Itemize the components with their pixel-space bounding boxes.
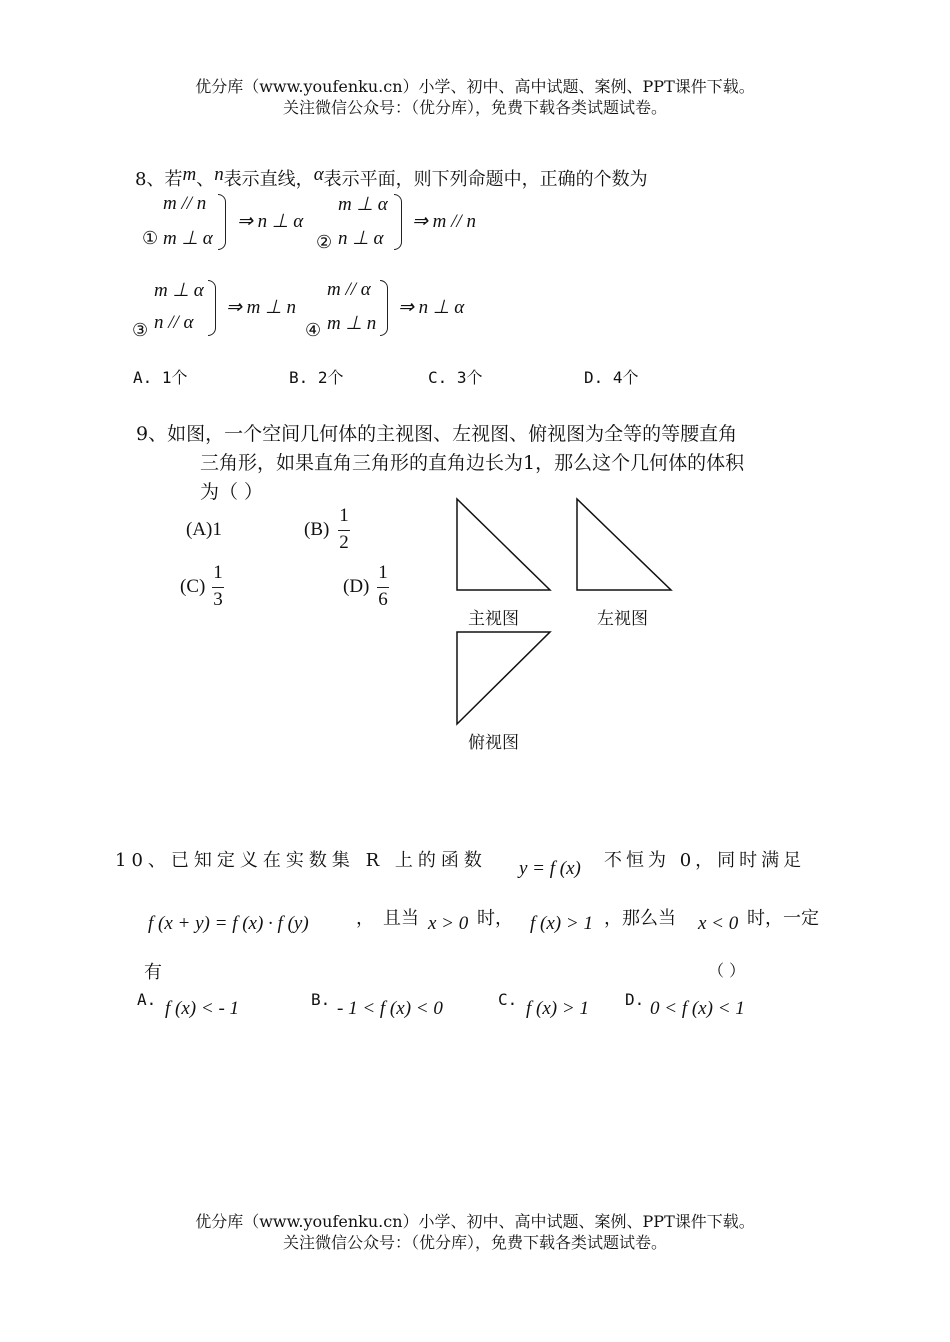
q8-item-1-brace [218,194,226,250]
q8-item-4-premise-bottom: m ⊥ n [327,313,377,334]
q9-option-d-label: (D) [343,576,370,597]
q10-condition-1: x > 0 [428,913,469,934]
q8-stem [135,165,648,191]
q8-item-3-premise-top: m ⊥ α [154,280,204,301]
q8-item-3-brace [208,280,216,336]
q8-item-2-premise-bottom: n ⊥ α [338,228,384,249]
q8-item-2-conclusion: ⇒ m // n [412,211,476,232]
q8-item-4-brace [380,280,388,336]
q8-var-n: n [214,164,224,185]
q9-option-d-numerator: 1 [378,562,388,583]
q10-equation: f (x + y) = f (x) · f (y) [148,913,309,934]
q8-item-1-premise-bottom: m ⊥ α [163,228,213,249]
q9-option-d-fraction-bar [377,587,389,588]
q8-item-3-premise-bottom: n // α [154,312,194,333]
q8-sep: 、 [196,169,215,190]
q8-item-3-conclusion: ⇒ m ⊥ n [226,297,296,318]
side-view-triangle [577,499,671,590]
side-view-caption: 左视图 [597,609,648,629]
front-view-triangle [457,499,550,590]
q8-item-4-conclusion: ⇒ n ⊥ α [398,297,465,318]
q10-text-then: ，那么当 [604,908,676,929]
q9-option-d-denominator: 6 [378,589,388,610]
header-line-1: 优分库（www.youfenku.cn）小学、初中、高中试题、案例、PPT课件下载。 [195,77,755,96]
q10-option-a: f (x) < - 1 [165,998,240,1019]
q8-item-3-number: ③ [132,320,149,341]
q10-option-d: 0 < f (x) < 1 [650,998,745,1019]
footer-line-1: 优分库（www.youfenku.cn）小学、初中、高中试题、案例、PPT课件下载。 [195,1212,755,1231]
q8-var-m: m [182,164,197,185]
q10-option-c: f (x) > 1 [526,998,589,1019]
q10-option-b-label: B. [311,990,331,1009]
front-view-caption: 主视图 [468,609,519,629]
q9-option-c-denominator: 3 [213,589,223,610]
q10-text-when: 且当 [383,908,419,929]
q8-item-4-premise-top: m // α [327,279,371,300]
q8-item-1-number: ① [142,228,159,249]
q9-line-2: 三角形，如果直角三角形的直角边长为1，那么这个几何体的体积 [200,452,745,474]
top-view-triangle [457,632,550,724]
q8-option-a: A. 1个 [133,368,188,387]
q10-result-1: f (x) > 1 [530,913,593,934]
q8-item-2-premise-top: m ⊥ α [338,194,388,215]
q8-text-1: 表示直线， [223,169,314,190]
q10-comma: ， [356,908,374,929]
q10-text-must: 时，一定 [747,908,819,929]
q9-line-1: 9、如图，一个空间几何体的主视图、左视图、俯视图为全等的等腰直角 [136,423,738,445]
q8-option-d: D. 4个 [584,368,639,387]
q8-item-1-premise-top: m // n [163,193,207,214]
q9-option-c-fraction-bar [212,587,224,588]
q10-option-b: - 1 < f (x) < 0 [337,998,443,1019]
q8-item-1-conclusion: ⇒ n ⊥ α [237,211,304,232]
header-line-2: 关注微信公众号：（优分库），免费下载各类试题试卷。 [282,98,667,117]
q10-option-d-label: D. [625,990,645,1009]
q10-condition-2: x < 0 [698,913,739,934]
q10-line-1: 10、已知定义在实数集 R 上的函数 [115,850,487,871]
q10-text-have: 有 [144,962,162,983]
q9-line-3: 为（ ） [200,481,264,503]
q8-item-2-number: ② [316,232,333,253]
q10-answer-paren: （ ） [708,961,746,980]
footer-line-2: 关注微信公众号：（优分库），免费下载各类试题试卷。 [282,1233,667,1252]
q10-text-time: 时， [477,908,513,929]
top-view-caption: 俯视图 [468,733,519,753]
q8-item-2-brace [394,194,402,250]
q8-var-alpha: α [313,164,324,185]
q9-option-b-denominator: 2 [339,532,349,553]
q8-text-2: 表示平面，则下列命题中，正确的个数为 [323,169,648,190]
q8-option-c: C. 3个 [428,368,483,387]
q9-option-b-label: (B) [304,519,330,540]
q8-prefix: 8、若 [135,169,183,190]
q9-option-a: (A)1 [186,519,222,540]
q10-option-c-label: C. [498,990,518,1009]
q9-option-b-fraction-bar [338,530,350,531]
q8-item-4-number: ④ [305,320,322,341]
q10-option-a-label: A. [137,990,157,1009]
q8-option-b: B. 2个 [289,368,344,387]
q9-option-c-numerator: 1 [213,562,223,583]
q10-function: y = f (x) [519,858,581,879]
q9-option-c-label: (C) [180,576,206,597]
q9-option-b-numerator: 1 [339,505,349,526]
q10-line-1-end: 不恒为 0，同时满足 [604,850,806,871]
